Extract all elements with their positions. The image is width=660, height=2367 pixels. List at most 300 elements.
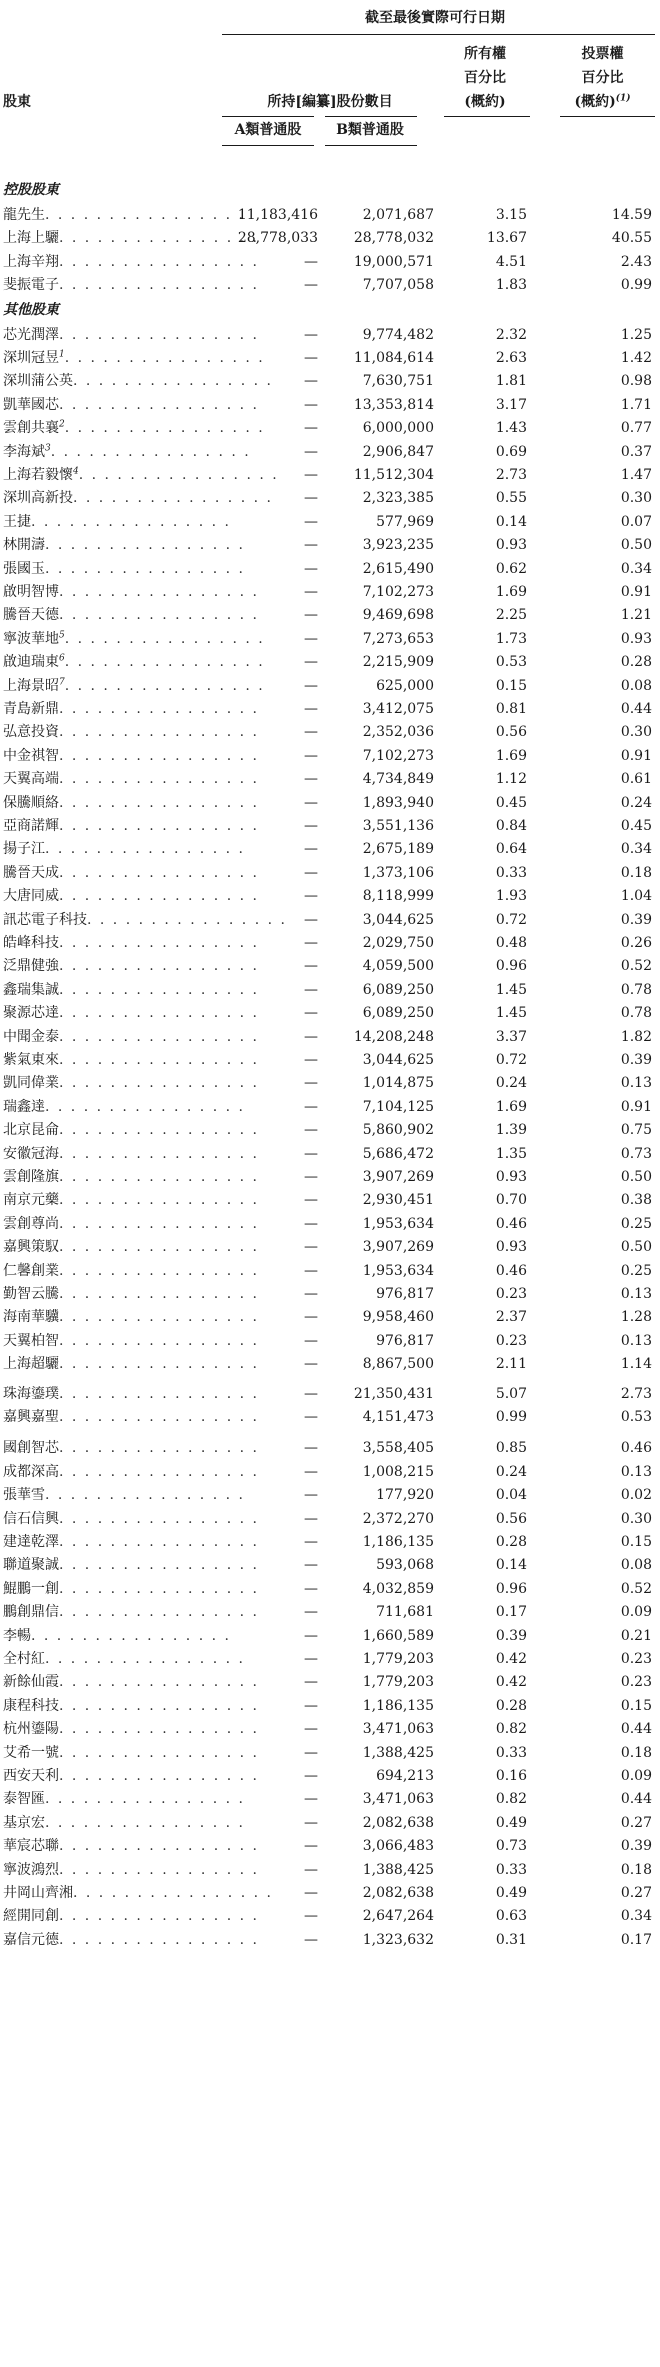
leader-dots: . . . . . . . . . . . . . . . . (45, 537, 245, 554)
shareholder-name: 康程科技 (3, 1697, 59, 1714)
shareholder-name-cell (3, 1508, 259, 1531)
class-b-shares: 8,867,500 (362, 1356, 434, 1373)
leader-dots: . . . . . . . . . . . . . . . . (59, 396, 259, 413)
class-a-shares: — (304, 1385, 318, 1402)
ownership-percent: 0.63 (495, 1908, 527, 1925)
class-b-shares: 6,000,000 (362, 420, 434, 437)
voting-percent: 14.59 (611, 207, 652, 223)
ownership-percent: 0.04 (495, 1487, 527, 1504)
shareholder-name-cell (3, 885, 259, 908)
class-a-shares: — (304, 1604, 318, 1621)
header-rule-a (222, 116, 314, 117)
leader-dots: . . . . . . . . . . . . . . . . (59, 1005, 259, 1022)
table-row (0, 1406, 660, 1429)
shareholder-name: 啟明智博 (3, 584, 59, 600)
ownership-percent: 1.69 (495, 1098, 527, 1115)
shareholder-name: 泛鼎健強 (3, 958, 59, 975)
footnote-ref: 1 (59, 349, 65, 360)
voting-percent: 0.24 (620, 794, 652, 811)
voting-percent: 0.73 (620, 1145, 652, 1162)
shareholder-name-cell (3, 227, 259, 250)
class-a-shares: — (304, 1262, 318, 1279)
voting-percent: 0.30 (620, 490, 652, 507)
shareholder-name: 寧波華地 (3, 630, 59, 647)
ownership-percent: 0.28 (495, 1534, 527, 1550)
table-row (0, 1508, 660, 1531)
ownership-percent: 2.63 (495, 350, 527, 366)
ownership-percent: 0.70 (495, 1192, 527, 1209)
table-row (0, 698, 660, 721)
shareholder-name-cell (3, 347, 265, 370)
table-row (0, 394, 660, 417)
leader-dots: . . . . . . . . . . . . . . . . (45, 207, 245, 223)
class-b-shares: 1,660,589 (362, 1627, 434, 1644)
shareholder-name-cell (3, 721, 259, 744)
shareholder-name-cell (3, 464, 279, 487)
leader-dots: . . . . . . . . . . . . . . . . (45, 560, 245, 577)
voting-percent: 0.15 (620, 1697, 652, 1714)
leader-dots: . . . . . . . . . . . . . . . . (59, 277, 259, 294)
voting-percent: 0.25 (620, 1215, 652, 1232)
shareholder-name: 鯤鵬一創 (3, 1580, 59, 1597)
class-b-shares: 1,014,875 (362, 1075, 434, 1092)
voting-percent: 0.93 (620, 630, 652, 647)
shareholder-name-cell (3, 581, 259, 604)
leader-dots: . . . . . . . . . . . . . . . . (45, 1791, 245, 1808)
shareholder-name: 泰智匯 (3, 1791, 45, 1808)
voting-percent: 1.71 (620, 396, 652, 413)
class-a-shares: — (304, 467, 318, 483)
voting-percent: 0.09 (620, 1768, 652, 1784)
class-a-shares: — (304, 1309, 318, 1326)
class-a-shares: — (304, 818, 318, 834)
class-b-shares: 1,373,106 (362, 864, 434, 881)
table-row (0, 464, 660, 487)
table-row (0, 815, 660, 838)
leader-dots: . . . . . . . . . . . . . . . . (64, 677, 265, 694)
voting-percent: 0.91 (620, 584, 652, 600)
leader-dots: . . . . . . . . . . . . . . . . (45, 1814, 245, 1831)
shareholder-name-cell (3, 1461, 259, 1484)
shareholder-name-cell (3, 511, 231, 534)
class-a-shares: — (304, 1487, 318, 1504)
ownership-percent: 0.14 (495, 513, 527, 530)
table-row (0, 792, 660, 815)
table-row (0, 1437, 660, 1460)
leader-dots: . . . . . . . . . . . . . . . . (59, 1463, 259, 1480)
class-a-shares: — (304, 1838, 318, 1855)
shareholder-name-cell (3, 1143, 259, 1166)
voting-percent: 1.04 (620, 888, 652, 905)
class-b-shares: 4,059,500 (362, 958, 434, 975)
class-b-shares: 3,907,269 (362, 1169, 434, 1185)
voting-percent: 0.28 (620, 654, 652, 671)
voting-percent: 0.18 (620, 864, 652, 881)
voting-percent: 0.30 (620, 1510, 652, 1527)
class-b-shares: 2,930,451 (362, 1192, 434, 1209)
ownership-percent: 2.37 (495, 1309, 527, 1326)
leader-dots: . . . . . . . . . . . . . . . . (59, 253, 259, 270)
class-b-shares: 14,208,248 (353, 1028, 434, 1045)
class-a-shares: — (304, 630, 318, 647)
class-b-shares: 1,388,425 (362, 1744, 434, 1761)
class-b-shares: 1,388,425 (362, 1861, 434, 1878)
leader-dots: . . . . . . . . . . . . . . . . (59, 1721, 259, 1738)
leader-dots: . . . . . . . . . . . . . . . . (59, 1674, 259, 1691)
leader-dots: . . . . . . . . . . . . . . . . (64, 630, 265, 647)
shareholder-name-cell (3, 1002, 259, 1025)
voting-percent: 0.13 (620, 1332, 652, 1349)
leader-dots: . . . . . . . . . . . . . . . . (59, 1838, 259, 1855)
shareholder-name: 上海景昭 (3, 677, 59, 694)
leader-dots: . . . . . . . . . . . . . . . . (59, 1239, 259, 1256)
ownership-percent: 0.24 (495, 1463, 527, 1480)
class-b-shares: 2,029,750 (362, 935, 434, 951)
shareholder-name-cell (3, 815, 259, 838)
shareholder-name-cell (3, 394, 259, 417)
group-title: 截至最後實際可行日期 (365, 10, 505, 26)
ownership-percent: 0.56 (495, 1510, 527, 1527)
shareholder-name-cell (3, 604, 259, 627)
class-b-shares: 2,082,638 (362, 1885, 434, 1901)
class-a-shares: — (304, 373, 318, 390)
shareholder-name: 杭州鎏陽 (3, 1721, 59, 1738)
ownership-percent: 0.69 (495, 443, 527, 460)
voting-percent: 0.50 (620, 1169, 652, 1185)
leader-dots: . . . . . . . . . . . . . . . . (59, 747, 259, 764)
shareholder-name: 青島新鼎 (3, 701, 59, 717)
table-row (0, 768, 660, 791)
ownership-percent: 0.15 (495, 677, 527, 694)
leader-dots: . . . . . . . . . . . . . . . . (59, 1604, 259, 1621)
leader-dots: . . . . . . . . . . . . . . . . (59, 888, 259, 905)
class-a-shares: — (304, 1861, 318, 1878)
ownership-percent: 0.16 (495, 1768, 527, 1784)
class-b-shares: 2,352,036 (362, 724, 434, 741)
shareholder-name: 天翼柏智 (3, 1332, 59, 1349)
leader-dots: . . . . . . . . . . . . . . . . (59, 1356, 259, 1373)
class-b-shares: 3,551,136 (362, 818, 434, 834)
table-row (0, 1026, 660, 1049)
voting-percent: 0.34 (620, 560, 652, 577)
voting-percent: 1.42 (620, 350, 652, 366)
table-row (0, 1119, 660, 1142)
shareholder-name: 成都深高 (3, 1463, 59, 1480)
class-b-shares: 3,558,405 (362, 1440, 434, 1457)
header-rule-own (444, 116, 530, 117)
ownership-percent: 0.85 (495, 1440, 527, 1457)
class-a-shares: — (304, 654, 318, 671)
voting-percent: 0.17 (620, 1931, 652, 1948)
shareholder-name: 嘉興策馭 (3, 1239, 59, 1256)
shareholder-name: 中金祺智 (3, 747, 59, 764)
class-a-shares: — (304, 1697, 318, 1714)
shareholder-name-cell (3, 1166, 259, 1189)
ownership-percent: 0.24 (495, 1075, 527, 1092)
voting-percent: 0.07 (620, 513, 652, 530)
shareholder-name: 騰晉天德 (3, 607, 59, 624)
ownership-percent: 0.17 (495, 1604, 527, 1621)
class-b-shares: 5,686,472 (362, 1145, 434, 1162)
ownership-percent: 0.28 (495, 1697, 527, 1714)
shareholder-name-cell (3, 1718, 259, 1741)
voting-percent: 0.50 (620, 537, 652, 554)
voting-percent: 0.37 (620, 443, 652, 460)
leader-dots: . . . . . . . . . . . . . . . . (59, 1768, 259, 1784)
class-a-shares: — (304, 607, 318, 624)
ownership-percent: 0.53 (495, 654, 527, 671)
footnote-ref: 2 (59, 419, 65, 430)
shareholder-name-cell (3, 768, 259, 791)
leader-dots: . . . . . . . . . . . . . . . . (59, 230, 259, 247)
leader-dots: . . . . . . . . . . . . . . . . (31, 513, 231, 530)
shareholder-name: 李海斌 (3, 443, 45, 460)
shareholder-name-cell (3, 1531, 259, 1554)
leader-dots: . . . . . . . . . . . . . . . . (59, 771, 259, 788)
table-row (0, 1531, 660, 1554)
table-row (0, 1236, 660, 1259)
leader-dots: . . . . . . . . . . . . . . . . (59, 1861, 259, 1878)
leader-dots: . . . . . . . . . . . . . . . . (59, 981, 259, 998)
shareholder-name-cell (3, 1096, 245, 1119)
table-row (0, 651, 660, 674)
class-b-shares: 3,923,235 (362, 537, 434, 554)
leader-dots: . . . . . . . . . . . . . . . . (59, 1580, 259, 1597)
voting-percent: 0.52 (620, 1580, 652, 1597)
table-row (0, 1189, 660, 1212)
shareholder-name-cell (3, 204, 245, 227)
shareholder-name-cell (3, 370, 273, 393)
voting-percent: 0.15 (620, 1534, 652, 1550)
table-row (0, 1166, 660, 1189)
leader-dots: . . . . . . . . . . . . . . . . (64, 654, 265, 671)
shareholder-name-cell (3, 675, 265, 698)
leader-dots: . . . . . . . . . . . . . . . . (73, 1885, 273, 1901)
table-row (0, 909, 660, 932)
ownership-percent: 0.39 (495, 1627, 527, 1644)
class-a-shares: — (304, 771, 318, 788)
shareholder-name-cell (3, 1330, 259, 1353)
shareholder-name-cell (3, 1929, 259, 1952)
class-b-shares: 11,512,304 (353, 467, 434, 483)
table-row (0, 274, 660, 297)
class-a-shares: — (304, 490, 318, 507)
class-a-shares: — (304, 1510, 318, 1527)
voting-percent: 0.23 (620, 1674, 652, 1691)
ownership-percent: 2.73 (495, 467, 527, 483)
class-a-shares: — (304, 1768, 318, 1784)
shareholder-name-cell (3, 441, 251, 464)
shareholder-name: 雲創共襄 (3, 420, 59, 437)
class-a-shares: — (304, 1005, 318, 1022)
leader-dots: . . . . . . . . . . . . . . . . (59, 1215, 259, 1232)
shareholder-name-cell (3, 487, 273, 510)
leader-dots: . . . . . . . . . . . . . . . . (59, 1169, 259, 1185)
class-a-shares: — (304, 1052, 318, 1068)
footnote-ref: 6 (59, 653, 65, 664)
leader-dots: . . . . . . . . . . . . . . . . (59, 818, 259, 834)
shareholder-name-cell (3, 1788, 245, 1811)
leader-dots: . . . . . . . . . . . . . . . . (45, 1651, 245, 1667)
class-b-shares: 976,817 (376, 1286, 434, 1302)
ownership-header-line3: (概約) (464, 94, 506, 110)
voting-percent: 0.02 (620, 1487, 652, 1504)
ownership-percent: 13.67 (486, 230, 527, 247)
table-row (0, 1788, 660, 1811)
shareholder-name: 國創智芯 (3, 1440, 59, 1457)
ownership-percent: 0.42 (495, 1674, 527, 1691)
class-a-shares: — (304, 935, 318, 951)
voting-percent: 0.18 (620, 1744, 652, 1761)
leader-dots: . . . . . . . . . . . . . . . . (59, 1409, 259, 1425)
section-title: 其他股東 (3, 301, 59, 318)
voting-percent: 1.47 (620, 467, 652, 483)
class-b-shares: 694,213 (376, 1768, 434, 1784)
table-row (0, 1625, 660, 1648)
leader-dots: . . . . . . . . . . . . . . . . (59, 1122, 259, 1139)
class-b-shares: 1,953,634 (362, 1262, 434, 1279)
class-b-shares: 1,893,940 (362, 794, 434, 811)
shareholder-name-cell (3, 1119, 259, 1142)
class-a-shares: — (304, 1356, 318, 1373)
shareholder-name: 凱同偉業 (3, 1075, 59, 1092)
shareholder-name-cell (3, 955, 259, 978)
ownership-percent: 0.62 (495, 560, 527, 577)
table-row (0, 932, 660, 955)
shareholder-name: 上海超驪 (3, 1356, 59, 1373)
voting-percent: 0.52 (620, 958, 652, 975)
ownership-percent: 3.37 (495, 1028, 527, 1045)
class-a-shares: 11,183,416 (237, 207, 318, 223)
shareholder-name: 聚源芯達 (3, 1005, 59, 1022)
voting-percent: 1.25 (620, 326, 652, 343)
voting-header-approx: (概約) (574, 94, 616, 110)
subheader-rule-a (222, 145, 314, 146)
ownership-percent: 0.46 (495, 1215, 527, 1232)
voting-percent: 0.25 (620, 1262, 652, 1279)
ownership-percent: 0.72 (495, 911, 527, 928)
shareholder-name-cell (3, 1882, 273, 1905)
table-row (0, 534, 660, 557)
ownership-percent: 4.51 (495, 253, 527, 270)
shareholder-name-cell (3, 534, 245, 557)
class-a-shares: — (304, 420, 318, 437)
ownership-percent: 0.82 (495, 1721, 527, 1738)
class-b-shares: 2,372,270 (362, 1510, 434, 1527)
ownership-percent: 0.31 (495, 1931, 527, 1948)
shareholder-name-cell (3, 792, 259, 815)
voting-percent: 0.23 (620, 1651, 652, 1667)
class-a-shares: — (304, 1557, 318, 1574)
shareholder-name: 嘉信元德 (3, 1931, 59, 1948)
class-b-shares: 3,471,063 (362, 1721, 434, 1738)
shareholder-name-cell (3, 1742, 259, 1765)
class-b-shares: 3,044,625 (362, 1052, 434, 1068)
class-a-shares: — (304, 1885, 318, 1901)
shareholder-name: 皓峰科技 (3, 935, 59, 951)
shareholder-name-cell (3, 558, 245, 581)
class-a-shares: — (304, 958, 318, 975)
class-a-shares: — (304, 350, 318, 366)
ownership-percent: 0.49 (495, 1885, 527, 1901)
class-a-shares: — (304, 1580, 318, 1597)
voting-percent: 0.30 (620, 724, 652, 741)
leader-dots: . . . . . . . . . . . . . . . . (59, 958, 259, 975)
shareholder-name: 珠海鎏璞 (3, 1385, 59, 1402)
shareholder-name-cell (3, 1406, 259, 1429)
group-title-rule (222, 34, 655, 35)
shareholder-name: 林開濤 (3, 537, 45, 554)
footnote-ref: 3 (45, 442, 51, 453)
voting-percent: 0.75 (620, 1122, 652, 1139)
leader-dots: . . . . . . . . . . . . . . . . (45, 1487, 245, 1504)
leader-dots: . . . . . . . . . . . . . . . . (73, 490, 273, 507)
table-row (0, 1072, 660, 1095)
shareholder-name: 亞商諾輝 (3, 818, 59, 834)
class-a-shares: — (304, 1534, 318, 1550)
class-a-shares: — (304, 677, 318, 694)
class-b-shares: 2,215,909 (362, 654, 434, 671)
ownership-percent: 0.81 (495, 701, 527, 717)
ownership-percent: 3.17 (495, 396, 527, 413)
ownership-percent: 0.48 (495, 935, 527, 951)
class-b-shares: 3,471,063 (362, 1791, 434, 1808)
shareholder-name: 西安天利 (3, 1768, 59, 1784)
shareholder-name-cell (3, 979, 259, 1002)
class-a-shares: — (304, 1098, 318, 1115)
class-b-shares: 3,066,483 (362, 1838, 434, 1855)
shareholder-name-cell (3, 932, 259, 955)
class-a-shares: — (304, 253, 318, 270)
shareholder-name: 上海若毅懷 (3, 467, 73, 483)
footnote-ref: 5 (59, 630, 65, 641)
shareholder-name-cell (3, 1648, 245, 1671)
voting-percent: 0.44 (620, 701, 652, 717)
shareholder-name: 華宸芯聯 (3, 1838, 59, 1855)
shareholder-name: 龍先生 (3, 207, 45, 223)
leader-dots: . . . . . . . . . . . . . . . . (59, 1028, 259, 1045)
leader-dots: . . . . . . . . . . . . . . . . (59, 1931, 259, 1948)
shareholder-name-cell (3, 1260, 259, 1283)
shareholder-name: 凱華國芯 (3, 396, 59, 413)
shareholder-name-cell (3, 1189, 259, 1212)
class-a-shares: — (304, 864, 318, 881)
class-b-shares: 7,102,273 (362, 747, 434, 764)
ownership-percent: 0.23 (495, 1286, 527, 1302)
class-b-shares: 1,953,634 (362, 1215, 434, 1232)
shareholder-name-cell (3, 651, 265, 674)
class-a-shares: — (304, 701, 318, 717)
table-row (0, 1882, 660, 1905)
table-row (0, 487, 660, 510)
leader-dots: . . . . . . . . . . . . . . . . (59, 1145, 259, 1162)
shareholder-name-cell (3, 1236, 259, 1259)
class-b-shares: 1,186,135 (362, 1697, 434, 1714)
class-b-shares: 7,104,125 (362, 1098, 434, 1115)
class-a-shares: — (304, 1908, 318, 1925)
class-a-shares: — (304, 1028, 318, 1045)
class-b-shares: 711,681 (376, 1604, 434, 1621)
table-row (0, 1330, 660, 1353)
voting-header-line1: 投票權 (581, 46, 624, 62)
shareholder-name-cell (3, 1437, 259, 1460)
shareholder-name: 王捷 (3, 513, 31, 530)
ownership-percent: 0.93 (495, 1169, 527, 1185)
table-row (0, 1306, 660, 1329)
table-row (0, 1049, 660, 1072)
voting-percent: 0.27 (620, 1814, 652, 1831)
class-a-shares: — (304, 1332, 318, 1349)
